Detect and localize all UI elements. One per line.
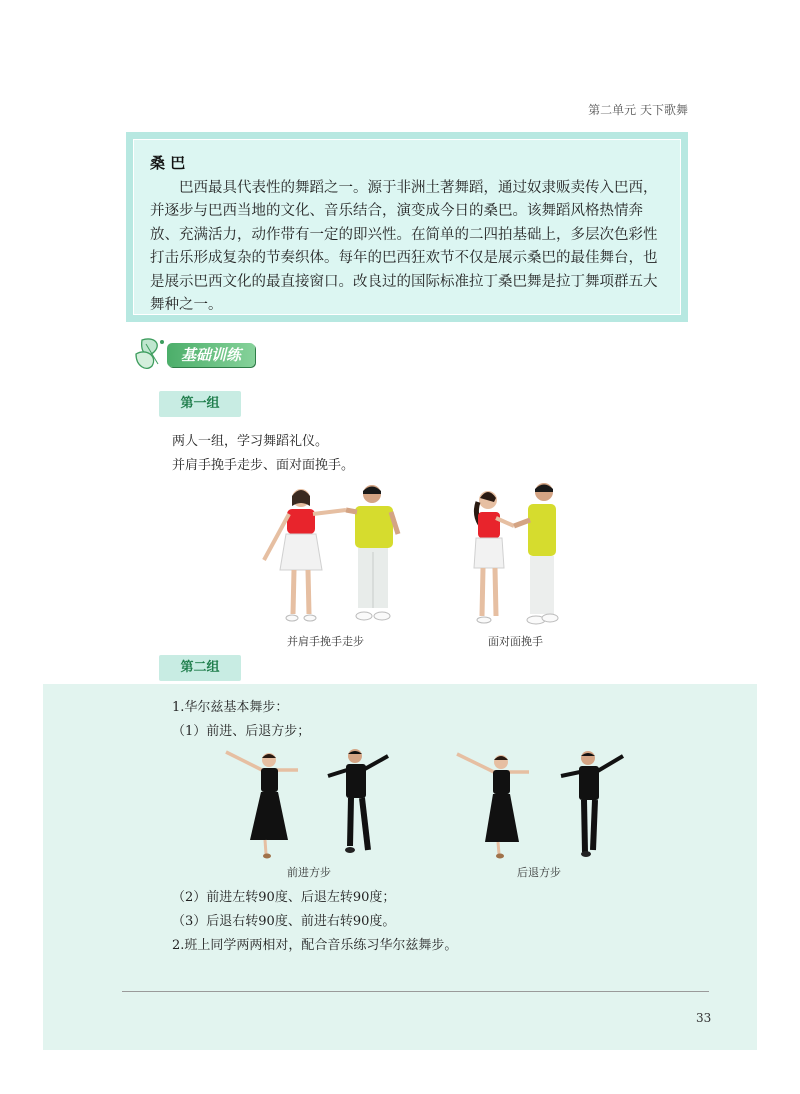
group2-panel (43, 684, 757, 1050)
samba-title: 桑 巴 (150, 154, 186, 172)
samba-info-inner (133, 139, 681, 315)
group2-line5: 2.班上同学两两相对，配合音乐练习华尔兹舞步。 (172, 938, 458, 953)
unit-header: 第二单元 天下歌舞 (588, 103, 688, 117)
group2-line4: （3）后退右转90度、前进右转90度。 (172, 914, 396, 929)
group2-line2: （1）前进、后退方步； (172, 724, 311, 739)
caption-face-to-face: 面对面挽手 (488, 635, 543, 648)
group2-line1: 1.华尔兹基本舞步： (172, 700, 289, 715)
caption-side-by-side: 并肩手挽手走步 (287, 635, 364, 648)
samba-paragraph: 巴西最具代表性的舞蹈之一。源于非洲土著舞蹈，通过奴隶贩卖传入巴西，并逐步与巴西当地的文化、音乐结合，演变成今日的桑巴。该舞蹈风格热情奔放、充满活力，动作带有一定的即兴性。在简单的二四拍基础上，多层次色彩性打击乐形成复杂的节奏织体。每年的巴西狂欢节不仅是展示桑巴的最佳舞台，也是展示巴西文化的最直接窗口。改良过的国际标准拉丁桑巴舞是拉丁舞项群五大舞种之一。 (150, 180, 658, 314)
photo-face-to-face-hold (466, 480, 566, 628)
leaf-ornament-icon (132, 334, 172, 374)
group1-line1: 两人一组，学习舞蹈礼仪。 (172, 434, 329, 449)
caption-waltz-backward: 后退方步 (517, 866, 561, 879)
photo-waltz-backward (455, 746, 630, 864)
footer-divider (122, 991, 709, 992)
group2-label: 第二组 (159, 655, 241, 681)
group2-line3: （2）前进左转90度、后退左转90度； (172, 890, 396, 905)
page-number: 33 (696, 1011, 712, 1025)
section-banner (132, 334, 257, 374)
samba-info-box (126, 132, 688, 322)
group1-label: 第一组 (159, 391, 241, 417)
group1-line2: 并肩手挽手走步、面对面挽手。 (172, 458, 355, 473)
photo-side-by-side-walk (254, 482, 404, 627)
photo-waltz-forward (222, 746, 402, 864)
caption-waltz-forward: 前进方步 (287, 866, 331, 879)
section-banner-label: 基础训练 (167, 343, 255, 367)
